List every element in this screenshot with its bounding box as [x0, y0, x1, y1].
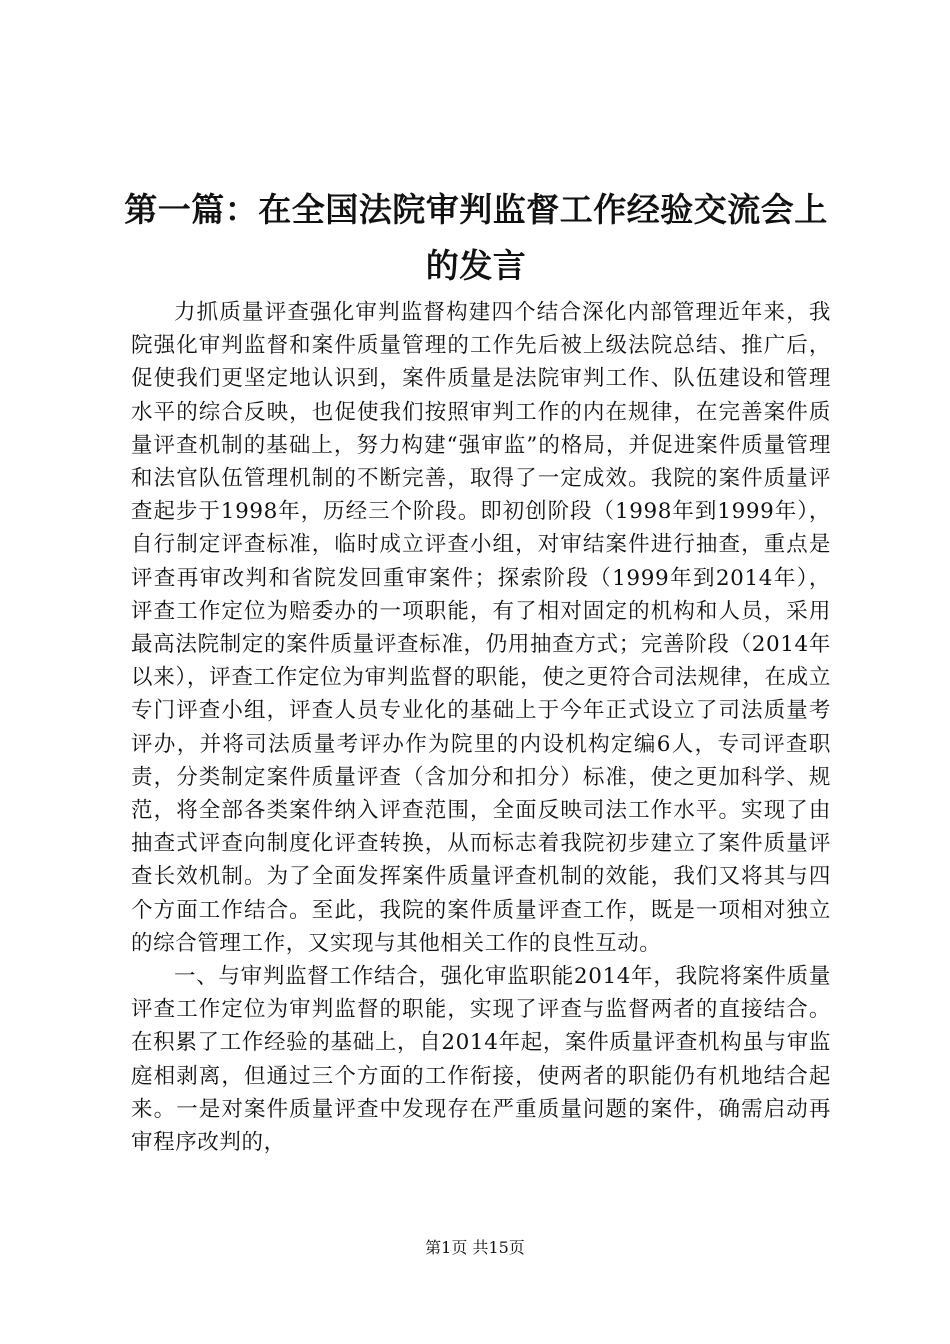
document-body: [131, 296, 831, 1159]
paragraph: 一、与审判监督工作结合，强化审监职能2014年，我院将案件质量评查工作定位为审判监督的职能，实现了评查与监督两者的直接结合。在积累了工作经验的基础上，自2014年起，案件质量评查机构虽与审监庭相剥离，但通过三个方面的工作衔接，使两者的职能仍有机地结合起来。一是对案件质量评查中发现存在严重质量问题的案件，确需启动再审程序改判的，: [131, 964, 831, 1156]
paragraph: 力抓质量评查强化审判监督构建四个结合深化内部管理近年来，我院强化审判监督和案件质量管理的工作先后被上级法院总结、推广后，促使我们更坚定地认识到，案件质量是法院审判工作、队伍建设和管理水平的综合反映，也促使我们按照审判工作的内在规律，在完善案件质量评查机制的基础上，努力构建“强审监”的格局，并促进案件质量管理和法官队伍管理机制的不断完善，取得了一定成效。我院的案件质量评查起步于1998年，历经三个阶段。即初创阶段（1998年到1999年），自行制定评查标准，临时成立评查小组，对审结案件进行抽查，重点是评查再审改判和省院发回重审案件；探索阶段（1999年到2014年），评查工作定位为赔委办的一项职能，有了相对固定的机构和人员，采用最高法院制定的案件质量评查标准，仍用抽查方式；完善阶段（2014年以来），评查工作定位为审判监督的职能，使之更符合司法规律，在成立专门评查小组，评查人员专业化的基础上于今年正式设立了司法质量考评办，并将司法质量考评办作为院里的内设机构定编6人，专司评查职责，分类制定案件质量评查（含加分和扣分）标准，使之更加科学、规范，将全部各类案件纳入评查范围，全面反映司法工作水平。实现了由抽查式评查向制度化评查转换，从而标志着我院初步建立了案件质量评查长效机制。为了全面发挥案件质量评查机制的效能，我们又将其与四个方面工作结合。至此，我院的案件质量评查工作，既是一项相对独立的综合管理工作，又实现与其他相关工作的良性互动。: [131, 300, 831, 956]
document-title: 第一篇：在全国法院审判监督工作经验交流会上的发言: [124, 190, 828, 285]
page-number: 第1页 共15页: [425, 1238, 525, 1257]
